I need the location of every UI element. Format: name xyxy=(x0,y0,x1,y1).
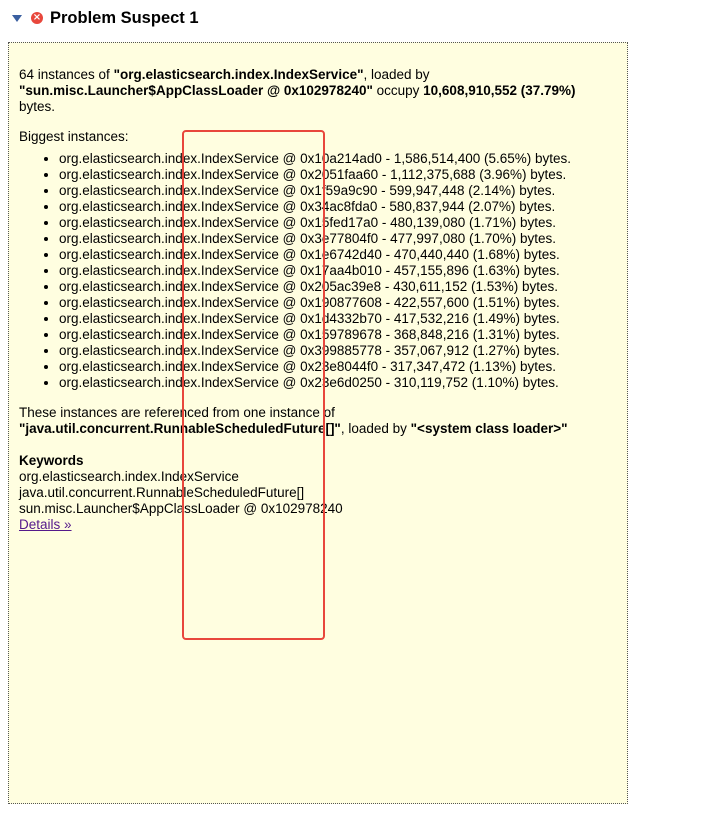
list-item: • org.elasticsearch.index.IndexService @ 0x159789678 - 368,848,216 (1.31%) bytes. xyxy=(59,327,614,343)
list-item: • org.elasticsearch.index.IndexService @ 0x3e77804f0 - 477,997,080 (1.70%) bytes. xyxy=(59,231,614,247)
problem-suspect-header[interactable] xyxy=(12,8,199,28)
instances-list xyxy=(19,151,627,391)
references-intro: These instances are referenced from one instance of xyxy=(19,405,335,420)
list-item: • org.elasticsearch.index.IndexService @ 0x190877608 - 422,557,600 (1.51%) bytes. xyxy=(59,295,614,311)
list-item: • org.elasticsearch.index.IndexService @ 0x399885778 - 357,067,912 (1.27%) bytes. xyxy=(59,343,614,359)
error-x-icon: × xyxy=(32,12,42,23)
summary-bytes: bytes. xyxy=(19,99,56,114)
references-loaded-by: , loaded by xyxy=(340,421,411,436)
list-item: • org.elasticsearch.index.IndexService @ 0x1e6742d40 - 470,440,440 (1.68%) bytes. xyxy=(59,247,614,263)
details-link[interactable]: Details » xyxy=(19,517,72,532)
section-title: Problem Suspect 1 xyxy=(50,9,199,27)
summary-class-name: "org.elasticsearch.index.IndexService" xyxy=(113,67,364,82)
summary-text xyxy=(19,67,611,115)
list-item: • org.elasticsearch.index.IndexService @ 0x23e8044f0 - 317,347,472 (1.13%) bytes. xyxy=(59,359,614,375)
summary-size: 10,608,910,552 (37.79%) xyxy=(423,83,576,98)
list-item: • org.elasticsearch.index.IndexService @ 0x10a214ad0 - 1,586,514,400 (5.65%) bytes. xyxy=(59,151,614,167)
list-item: • org.elasticsearch.index.IndexService @ 0x1d4332b70 - 417,532,216 (1.49%) bytes. xyxy=(59,311,614,327)
keywords-title: Keywords xyxy=(19,453,84,468)
suspect-panel xyxy=(8,42,628,804)
triangle-down-icon[interactable] xyxy=(12,15,22,22)
summary-loaded-by: , loaded by xyxy=(363,67,430,82)
references-text xyxy=(19,405,611,437)
references-loader: "<system class loader>" xyxy=(410,421,568,436)
keyword-item: java.util.concurrent.RunnableScheduledFuture[] xyxy=(19,485,305,500)
list-item: • org.elasticsearch.index.IndexService @ 0x15fed17a0 - 480,139,080 (1.71%) bytes. xyxy=(59,215,614,231)
keyword-item: sun.misc.Launcher$AppClassLoader @ 0x102978240 xyxy=(19,501,343,516)
summary-count: 64 instances of xyxy=(19,67,114,82)
biggest-instances-label: Biggest instances: xyxy=(19,129,129,144)
list-item: • org.elasticsearch.index.IndexService @ 0x23e6d0250 - 310,119,752 (1.10%) bytes. xyxy=(59,375,614,391)
list-item: • org.elasticsearch.index.IndexService @ 0x1f59a9c90 - 599,947,448 (2.14%) bytes. xyxy=(59,183,614,199)
references-class: "java.util.concurrent.RunnableScheduledFuture[]" xyxy=(19,421,341,436)
keyword-item: org.elasticsearch.index.IndexService xyxy=(19,469,239,484)
summary-occupy: occupy xyxy=(372,83,424,98)
list-item: • org.elasticsearch.index.IndexService @ 0x34ac8fda0 - 580,837,944 (2.07%) bytes. xyxy=(59,199,614,215)
list-item: • org.elasticsearch.index.IndexService @ 0x2051faa60 - 1,112,375,688 (3.96%) bytes. xyxy=(59,167,614,183)
list-item: • org.elasticsearch.index.IndexService @ 0x205ac39e8 - 430,611,152 (1.53%) bytes. xyxy=(59,279,614,295)
summary-loader-name: "sun.misc.Launcher$AppClassLoader @ 0x102978240" xyxy=(19,83,373,98)
list-item: • org.elasticsearch.index.IndexService @ 0x17aa4b010 - 457,155,896 (1.63%) bytes. xyxy=(59,263,614,279)
